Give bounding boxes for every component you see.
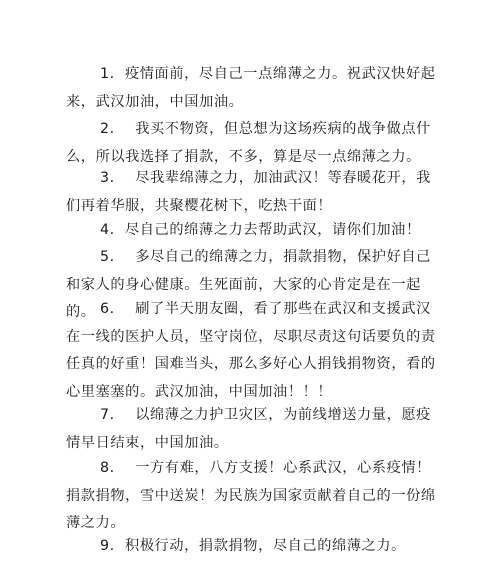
item-text: 尽自己的绵薄之力去帮助武汉，请你们加油！ [124,222,421,238]
item-number: 8. [100,460,115,476]
item-text: 刷了半天朋友圈，看了那些在武汉和支援武汉在一线的医护人员，坚守岗位，尽职尽责这句话要负的责任真的好重！国难当头，那么多好心人捐钱捐物资，看的心里塞塞的。武汉加油，中国加油！！！ [66,301,436,400]
list-item [66,116,438,171]
item-text: 一方有难，八方支援！心系武汉，心系疫情！捐款捐物，雪中送炭！为民族为国家贡献着自己的一份绵薄之力。 [66,460,436,531]
list-item [66,402,438,457]
item-text: 多尽自己的绵薄之力，捐款捐物，保护好自己和家人的身心健康。生死面前，大家的心肯定是在一起的。 [66,249,431,320]
list-item [66,61,438,116]
item-text: 尽我辈绵薄之力，加油武汉！等春暖花开，我们再着华服，共聚樱花树下，吃热干面！ [66,170,431,214]
item-number: 2. [100,121,115,137]
list-item [66,455,438,538]
item-text: 疫情面前，尽自己一点绵薄之力。祝武汉快好起来，武汉加油，中国加油。 [66,66,436,110]
list-item [66,533,438,561]
item-number: 1. [100,66,115,82]
list-item [66,296,438,406]
item-number: 9. [100,538,115,554]
list-item [66,165,438,220]
item-number: 5. [100,249,115,265]
list-item [66,217,438,245]
item-text: 我买不物资，但总想为这场疾病的战争做点什么，所以我选择了捐款，不多，算是尽一点绵薄之力。 [66,121,431,165]
item-number: 4. [100,222,115,238]
item-number: 6. [100,301,115,317]
item-text: 积极行动，捐款捐物，尽自己的绵薄之力。 [124,538,406,554]
item-number: 7. [100,407,115,423]
item-number: 3. [100,170,115,186]
item-text: 以绵薄之力护卫灾区，为前线增送力量，愿疫情早日结束，中国加油。 [66,407,431,451]
